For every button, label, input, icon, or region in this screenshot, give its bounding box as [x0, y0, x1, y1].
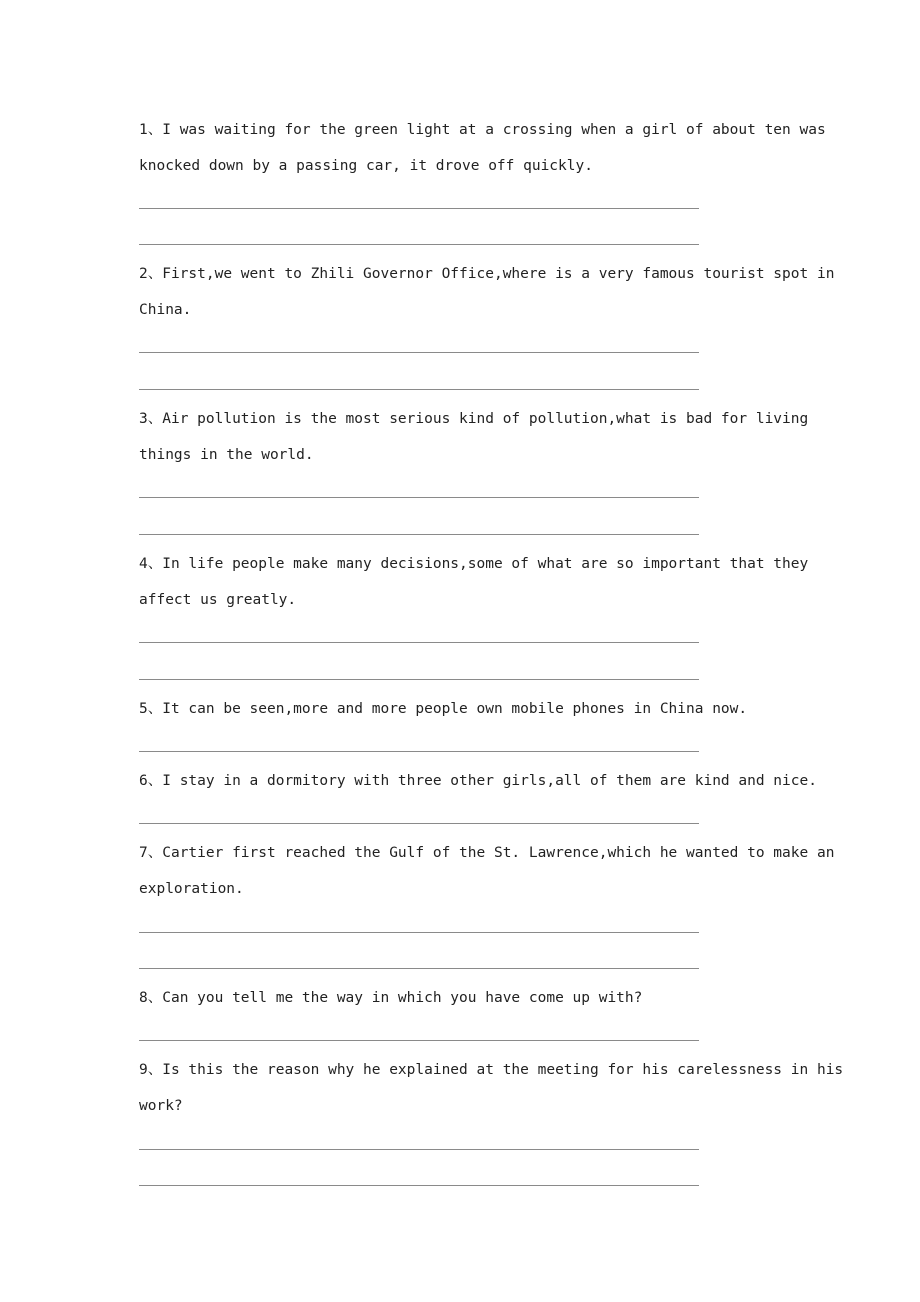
question-2: 2、First,we went to Zhili Governor Office,where is a very famous tourist spot in China.: [139, 266, 835, 318]
question-5: 5、It can be seen,more and more people own mobile phones in China now.: [139, 701, 748, 717]
question-3: 3、Air pollution is the most serious kind of pollution,what is bad for living things in the world.: [139, 411, 809, 463]
answer-line-7b[interactable]: [139, 968, 699, 969]
answer-line-5a[interactable]: [139, 751, 699, 752]
answer-line-1b[interactable]: [139, 244, 699, 245]
question-8: 8、Can you tell me the way in which you have come up with?: [139, 990, 643, 1006]
answer-line-9a[interactable]: [139, 1149, 699, 1150]
answer-line-2b[interactable]: [139, 389, 699, 390]
answer-line-3b[interactable]: [139, 534, 699, 535]
question-4: 4、In life people make many decisions,some of what are so important that they affect us greatly.: [139, 556, 809, 608]
question-6: 6、I stay in a dormitory with three other girls,all of them are kind and nice.: [139, 773, 817, 789]
answer-line-8a[interactable]: [139, 1040, 699, 1041]
answer-line-3a[interactable]: [139, 497, 699, 498]
answer-line-7a[interactable]: [139, 932, 699, 933]
answer-line-6a[interactable]: [139, 823, 699, 824]
answer-line-2a[interactable]: [139, 352, 699, 353]
answer-line-4a[interactable]: [139, 642, 699, 643]
answer-line-9b[interactable]: [139, 1185, 699, 1186]
question-1: 1、I was waiting for the green light at a crossing when a girl of about ten was knocked down by a passing car, it drove off quickly.: [139, 122, 826, 174]
question-7: 7、Cartier first reached the Gulf of the St. Lawrence,which he wanted to make an exploration.: [139, 845, 835, 897]
question-9: 9、Is this the reason why he explained at the meeting for his carelessness in his work?: [139, 1062, 844, 1114]
answer-line-4b[interactable]: [139, 679, 699, 680]
answer-line-1a[interactable]: [139, 208, 699, 209]
